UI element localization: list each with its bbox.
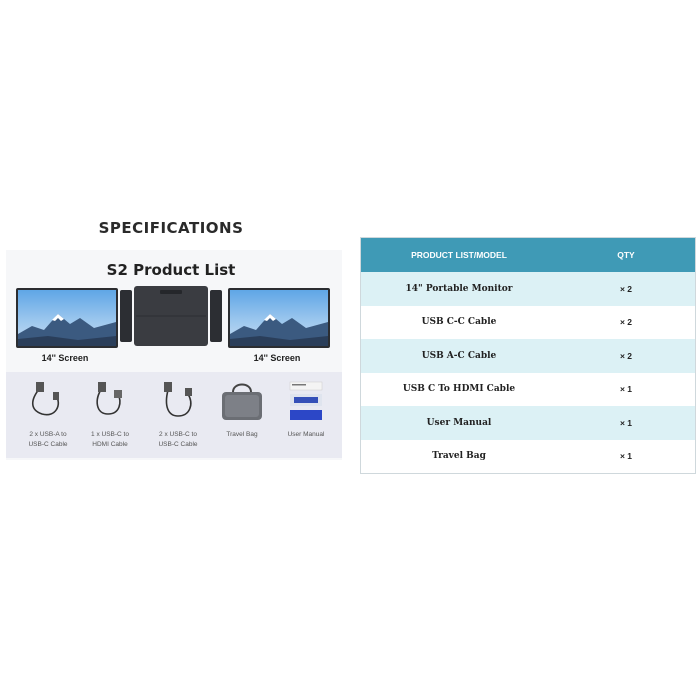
accessory-user-manual (278, 380, 334, 439)
row-qty: × 1 (619, 451, 633, 462)
accessory-caption: 2 x USB-A to (29, 431, 67, 438)
monitor-hub-back (120, 286, 222, 346)
usb-c-to-hdmi-cable-icon (90, 380, 130, 424)
row-qty: × 2 (619, 317, 633, 328)
accessory-caption: 2 x USB-C to (159, 431, 197, 438)
mountain-icon (18, 306, 116, 346)
table-row (361, 440, 695, 474)
header-product-list-model: PRODUCT LIST/MODEL (411, 250, 507, 260)
row-item: User Manual (426, 417, 492, 428)
table-body (361, 272, 695, 473)
accessory-caption: USB-C Cable (158, 441, 198, 448)
row-qty: × 2 (619, 283, 633, 294)
table-row (361, 272, 695, 306)
accessory-usb-c-to-hdmi (82, 380, 138, 449)
table-header (361, 238, 695, 272)
accessory-usb-a-to-c (20, 380, 76, 449)
table-row (361, 306, 695, 340)
row-item: 14" Portable Monitor (405, 283, 513, 294)
product-list-table (360, 237, 696, 474)
accessory-travel-bag (214, 380, 270, 439)
specifications-heading: SPECIFICATIONS (98, 219, 244, 237)
travel-bag-icon (219, 380, 265, 424)
screen-label-right: 14'' Screen (253, 353, 301, 363)
row-qty: × 1 (619, 384, 633, 395)
row-item: USB A-C Cable (421, 350, 497, 361)
row-item: Travel Bag (432, 451, 486, 462)
table-row (361, 373, 695, 407)
row-item: USB C-C Cable (421, 317, 497, 328)
accessory-caption: USB-C Cable (28, 441, 68, 448)
table-row (361, 339, 695, 373)
user-manual-icon (288, 380, 324, 424)
accessory-caption: User Manual (287, 431, 325, 438)
accessory-caption: 1 x USB-C to (91, 431, 129, 438)
table-row (361, 406, 695, 440)
row-qty: × 2 (619, 350, 633, 361)
monitor-screen-left (16, 288, 118, 348)
accessory-usb-c-to-c (148, 380, 208, 449)
header-qty: QTY (617, 250, 635, 260)
accessory-caption: HDMI Cable (92, 441, 128, 448)
row-item: USB C To HDMI Cable (402, 384, 516, 395)
screen-label-left: 14'' Screen (41, 353, 89, 363)
monitor-screen-right (228, 288, 330, 348)
mountain-icon (230, 306, 328, 346)
accessory-caption: Travel Bag (226, 431, 258, 438)
product-list-title: S2 Product List (106, 261, 236, 279)
usb-c-to-c-cable-icon (158, 380, 198, 424)
usb-a-to-c-cable-icon (28, 380, 68, 424)
row-qty: × 1 (619, 417, 633, 428)
